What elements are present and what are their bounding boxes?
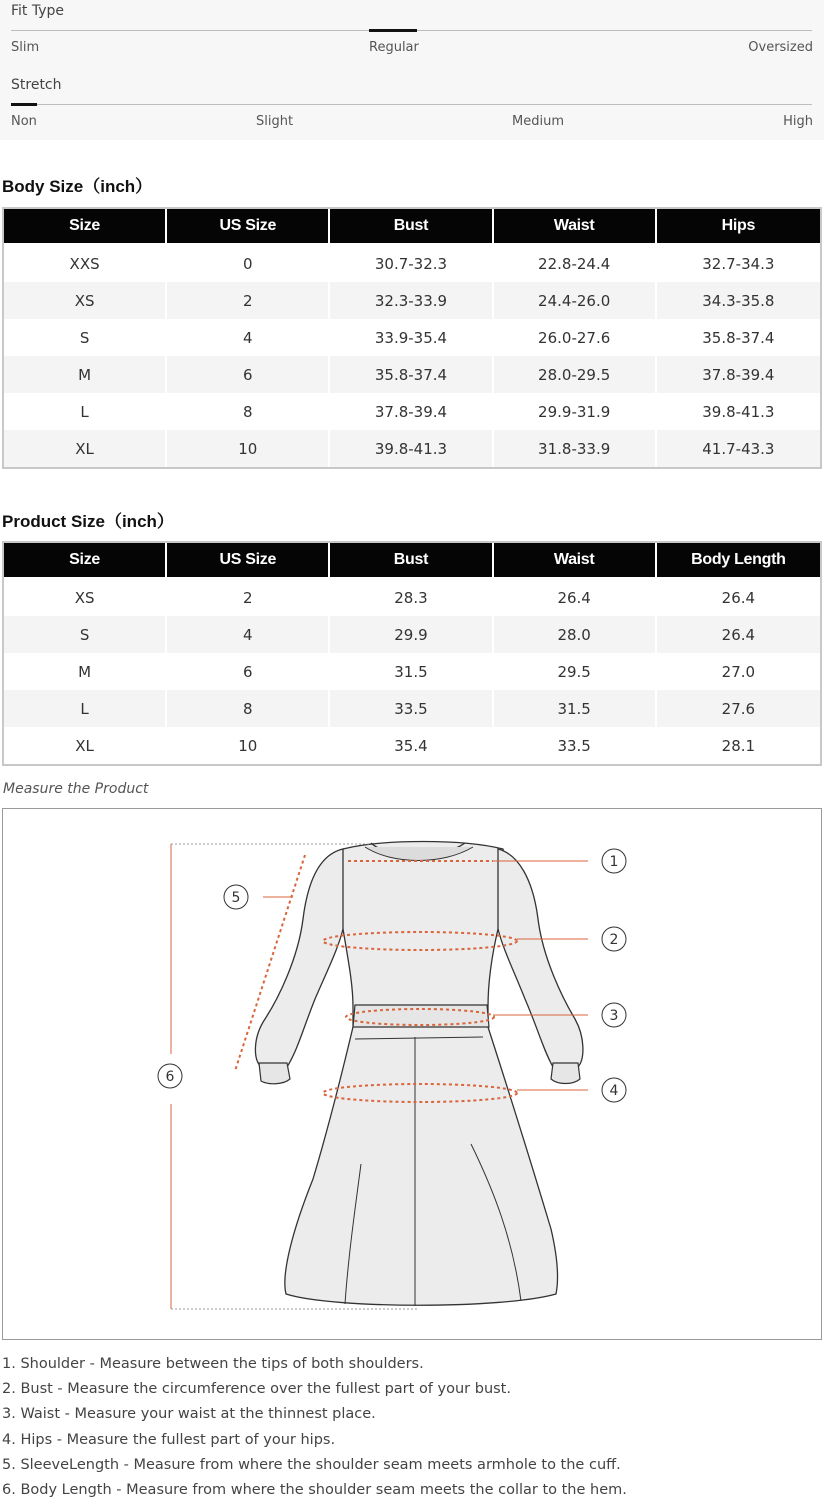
table-cell: XXS bbox=[4, 245, 167, 282]
table-cell: XL bbox=[4, 430, 167, 467]
body-size-title: Body Size（inch） bbox=[2, 177, 153, 196]
stretch-label-non: Non bbox=[11, 114, 37, 129]
table-cell: 10 bbox=[167, 430, 330, 467]
table-cell: S bbox=[4, 319, 167, 356]
stretch-label-slight: Slight bbox=[256, 114, 294, 129]
stretch-track bbox=[11, 104, 812, 105]
table-row bbox=[4, 282, 820, 319]
column-header: Hips bbox=[657, 209, 820, 245]
table-cell: 31.5 bbox=[330, 653, 493, 690]
table-cell: 34.3-35.8 bbox=[657, 282, 820, 319]
marker-1-label: 1 bbox=[609, 854, 619, 870]
table-cell: 2 bbox=[167, 282, 330, 319]
stretch-title: Stretch bbox=[11, 77, 62, 93]
fit-type-title: Fit Type bbox=[11, 3, 65, 19]
table-row bbox=[4, 616, 820, 653]
measurement-diagram bbox=[2, 808, 822, 1340]
measurement-notes bbox=[2, 1352, 627, 1503]
table-row bbox=[4, 393, 820, 430]
table-cell: 27.0 bbox=[721, 662, 756, 681]
fit-label-regular: Regular bbox=[369, 40, 419, 55]
table-cell: 31.8-33.9 bbox=[494, 430, 657, 467]
table-cell: 28.1 bbox=[721, 736, 756, 755]
column-header: Size bbox=[4, 209, 167, 245]
table-header-row bbox=[4, 209, 820, 245]
table-cell: 6 bbox=[167, 356, 330, 393]
stretch-label-high: High bbox=[783, 114, 813, 129]
table-cell: 30.7-32.3 bbox=[330, 245, 493, 282]
marker-2 bbox=[602, 927, 626, 951]
table-cell: 28.3 bbox=[330, 579, 493, 616]
product-size-table bbox=[2, 541, 822, 766]
table-cell: XS bbox=[4, 282, 167, 319]
fit-type-indicator bbox=[369, 29, 417, 32]
table-cell: 4 bbox=[167, 319, 330, 356]
stretch-indicator bbox=[11, 103, 37, 106]
table-cell: 28.0 bbox=[494, 616, 657, 653]
body-size-table bbox=[2, 207, 822, 469]
table-cell: 10 bbox=[167, 727, 330, 764]
table-cell: 39.8-41.3 bbox=[330, 430, 493, 467]
column-header: Bust bbox=[330, 543, 493, 579]
table-row bbox=[4, 356, 820, 393]
product-size-title: Product Size（inch） bbox=[2, 512, 174, 531]
table-cell: 2 bbox=[167, 579, 330, 616]
column-header: Bust bbox=[330, 209, 493, 245]
marker-3-label: 3 bbox=[609, 1008, 619, 1024]
note-shoulder: 1. Shoulder - Measure between the tips of both shoulders. bbox=[2, 1356, 424, 1372]
table-row bbox=[4, 430, 820, 467]
table-cell: 39.8-41.3 bbox=[702, 402, 775, 421]
table-row bbox=[4, 690, 820, 727]
table-cell: 32.7-34.3 bbox=[702, 254, 775, 273]
table-cell: 29.9 bbox=[330, 616, 493, 653]
table-cell: 28.0-29.5 bbox=[494, 356, 657, 393]
note-body-length: 6. Body Length - Measure from where the shoulder seam meets the collar to the hem. bbox=[2, 1481, 627, 1498]
table-cell: L bbox=[4, 393, 167, 430]
table-cell: 33.5 bbox=[330, 690, 493, 727]
table-cell: 29.5 bbox=[494, 653, 657, 690]
marker-2-label: 2 bbox=[609, 932, 619, 948]
table-cell: XS bbox=[4, 579, 167, 616]
dress-illustration bbox=[3, 809, 821, 1339]
fit-panel bbox=[0, 0, 824, 140]
table-row bbox=[4, 579, 820, 616]
marker-1 bbox=[602, 849, 626, 873]
note-bust: 2. Bust - Measure the circumference over the fullest part of your bust. bbox=[2, 1381, 511, 1398]
column-header: US Size bbox=[167, 543, 330, 579]
table-cell: 41.7-43.3 bbox=[657, 430, 820, 467]
table-cell: 8 bbox=[167, 690, 330, 727]
table-cell: 35.4 bbox=[330, 727, 493, 764]
table-row bbox=[4, 319, 820, 356]
table-cell: 6 bbox=[167, 653, 330, 690]
table-header-row bbox=[4, 543, 820, 579]
table-cell: 26.4 bbox=[494, 579, 657, 616]
table-cell: 33.9-35.4 bbox=[330, 319, 493, 356]
stretch-label-medium: Medium bbox=[512, 114, 564, 129]
note-hips: 4. Hips - Measure the fullest part of your hips. bbox=[2, 1431, 336, 1448]
table-cell: XL bbox=[4, 727, 167, 764]
table-cell: 27.6 bbox=[657, 690, 820, 727]
table-cell: 22.8-24.4 bbox=[494, 245, 657, 282]
table-cell: 35.8-37.4 bbox=[702, 328, 775, 347]
table-cell: S bbox=[4, 616, 167, 653]
table-cell: 33.5 bbox=[494, 727, 657, 764]
marker-5-label: 5 bbox=[231, 890, 241, 906]
table-cell: 32.3-33.9 bbox=[330, 282, 493, 319]
marker-6 bbox=[158, 1064, 182, 1088]
table-cell: 24.4-26.0 bbox=[494, 282, 657, 319]
table-cell: 26.4 bbox=[721, 588, 756, 607]
note-sleeve-length: 5. SleeveLength - Measure from where the shoulder seam meets armhole to the cuff. bbox=[2, 1456, 621, 1473]
marker-4 bbox=[602, 1078, 626, 1102]
marker-3 bbox=[602, 1003, 626, 1027]
table-cell: M bbox=[4, 356, 167, 393]
column-header: Body Length bbox=[657, 543, 820, 579]
table-cell: 26.4 bbox=[657, 616, 820, 653]
table-cell: 4 bbox=[167, 616, 330, 653]
table-cell: 37.8-39.4 bbox=[657, 356, 820, 393]
table-row bbox=[4, 653, 820, 690]
fit-label-oversized: Oversized bbox=[748, 40, 813, 55]
marker-6-label: 6 bbox=[165, 1069, 175, 1085]
table-cell: 0 bbox=[167, 245, 330, 282]
column-header: US Size bbox=[167, 209, 330, 245]
table-cell: 26.0-27.6 bbox=[494, 319, 657, 356]
table-cell: M bbox=[4, 653, 167, 690]
fit-label-slim: Slim bbox=[11, 40, 40, 55]
table-cell: 31.5 bbox=[494, 690, 657, 727]
table-cell: 29.9-31.9 bbox=[494, 393, 657, 430]
marker-5 bbox=[224, 885, 248, 909]
marker-4-label: 4 bbox=[609, 1083, 619, 1099]
column-header: Waist bbox=[494, 543, 657, 579]
column-header: Waist bbox=[494, 209, 657, 245]
table-row bbox=[4, 727, 820, 764]
table-cell: 37.8-39.4 bbox=[330, 393, 493, 430]
table-cell: 8 bbox=[167, 393, 330, 430]
measure-caption: Measure the Product bbox=[3, 781, 149, 797]
table-cell: L bbox=[4, 690, 167, 727]
column-header: Size bbox=[4, 543, 167, 579]
note-waist: 3. Waist - Measure your waist at the thinnest place. bbox=[2, 1406, 376, 1423]
table-row bbox=[4, 245, 820, 282]
table-cell: 35.8-37.4 bbox=[330, 356, 493, 393]
